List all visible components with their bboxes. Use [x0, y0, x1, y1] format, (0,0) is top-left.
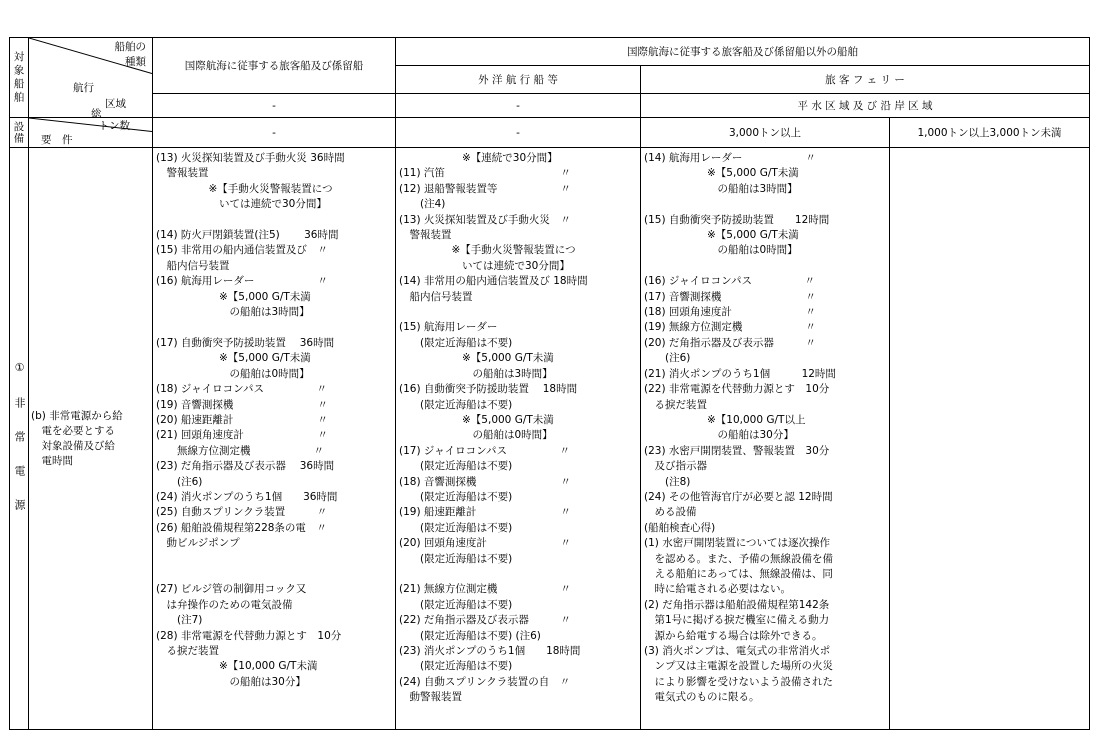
item-line: ※【5,000 G/T未満 [644, 167, 799, 180]
item-line: ※【5,000 G/T未満 [156, 352, 311, 365]
equipment-label: 設備 [12, 121, 25, 144]
item-line: (20) 回頭角速度計 〃 [399, 537, 571, 550]
header-diagonal-cell [29, 38, 153, 118]
item-line: (19) 音響測探機 〃 [156, 398, 328, 411]
item-line: (23) 水密戸開閉装置、警報装置 30分 [644, 444, 830, 457]
item-line: (15) 非常用の船内通信装置及び 〃 [156, 244, 328, 257]
item-line: の船舶は0時間】 [156, 367, 310, 380]
item-line: (限定近海船は不要) [399, 552, 513, 565]
item-line: の船舶は30分】 [156, 675, 306, 688]
col-ocean-body [396, 148, 641, 730]
item-line: (1) 水密戸開閉装置については逐次操作 [644, 537, 831, 550]
tonnage-ferry-small: 1,000トン以上3,000トン未満 [890, 118, 1090, 148]
col-ferry-small-body [890, 148, 1090, 730]
item-line: (18) 回頭角速度計 〃 [644, 306, 816, 319]
col-intl-body [153, 148, 396, 730]
item-line [644, 197, 887, 212]
item-line: 動警報装置 [399, 691, 462, 704]
item-line [156, 213, 393, 228]
corner-label-cell [10, 38, 29, 118]
item-line: (16) 自動衝突予防援助装置 18時間 [399, 383, 578, 396]
corner-label: 対象船舶 [12, 50, 25, 105]
requirement-cell [29, 148, 153, 730]
item-line: (13) 火災探知装置及び手動火災 36時間 [156, 152, 345, 164]
item-line: ※【5,000 G/T未満 [156, 290, 311, 303]
item-line: (17) 音響測探機 〃 [644, 290, 816, 303]
item-line: 及び指示器 [644, 460, 707, 473]
tonnage-intl: - [153, 118, 396, 148]
item-line: 第1号に掲げる捩だ機室に備える動力 [644, 614, 830, 627]
item-line: いては連続で30分間】 [156, 198, 327, 211]
item-line: を認める。また、予備の無線設備を備 [644, 552, 833, 565]
item-line: (19) 無線方位測定機 〃 [644, 321, 816, 334]
item-line: (17) ジャイロコンパス 〃 [399, 444, 570, 457]
tonnage-ocean: - [396, 118, 641, 148]
item-line: る捩だ装置 [644, 398, 707, 411]
tonnage-label-1: 総 [91, 108, 102, 120]
col-ferry-header: 旅 客 フ ェ リ ー [641, 66, 1090, 94]
item-line: (21) 回頭角速度計 〃 [156, 429, 328, 442]
item-line: 船内信号装置 [156, 259, 230, 272]
item-line [156, 320, 393, 335]
item-line: (限定近海船は不要) [399, 460, 513, 473]
item-line: (19) 船速距離計 〃 [399, 506, 571, 519]
item-line: ※【手動火災警報装置につ [156, 182, 333, 195]
col-intl-passenger-header: 国際航海に従事する旅客船及び係留船 [153, 38, 396, 94]
item-line: の船舶は0時間】 [399, 429, 553, 442]
item-line [399, 305, 638, 320]
item-line: (2) だ角指示器は船舶設備規程第142条 [644, 598, 830, 611]
item-line: (限定近海船は不要) [399, 660, 513, 673]
item-line: (注4) [399, 198, 446, 211]
item-line: (15) 航海用レーダー [399, 321, 498, 334]
item-line: (21) 消火ポンプのうち1個 12時間 [644, 367, 836, 380]
item-line: 船内信号装置 [399, 290, 473, 303]
item-line: ※【5,000 G/T未満 [399, 413, 554, 426]
item-line: (23) だ角指示器及び表示器 36時間 [156, 460, 335, 473]
item-line: (24) 自動スプリンクラ装置の自 〃 [399, 675, 571, 688]
item-line: の船舶は3時間】 [399, 367, 553, 380]
item-line: (限定近海船は不要) [399, 398, 513, 411]
item-line: ※【5,000 G/T未満 [644, 229, 799, 242]
col-ferry-body [641, 148, 890, 730]
item-line: (限定近海船は不要) (注6) [399, 629, 541, 642]
item-line: いては連続で30分間】 [399, 259, 570, 272]
item-line [156, 552, 393, 567]
item-line: (14) 航海用レーダー 〃 [644, 152, 816, 164]
item-line: (限定近海船は不要) [399, 521, 513, 534]
item-line: 源から給電する場合は除外できる。 [644, 629, 823, 642]
item-line: の船舶は0時間】 [644, 244, 798, 257]
item-line: ※【10,000 G/T未満 [156, 660, 318, 673]
route-ferry: 平 水 区 域 及 び 沿 岸 区 域 [641, 94, 1090, 118]
item-line: (25) 自動スプリンクラ装置 〃 [156, 506, 328, 519]
item-line: (限定近海船は不要) [399, 490, 513, 503]
item-line: (21) 無線方位測定機 〃 [399, 583, 571, 596]
item-line: 警報装置 [156, 167, 209, 180]
col-ocean-header: 外 洋 航 行 船 等 [396, 66, 641, 94]
item-line: (13) 火災探知装置及び手動火災 〃 [399, 213, 571, 226]
item-line: (17) 自動衝突予防援助装置 36時間 [156, 336, 335, 349]
item-line: (14) 防火戸閉鎖装置(注5) 36時間 [156, 229, 339, 242]
item-line: (18) 音響測探機 〃 [399, 475, 571, 488]
item-line: の船舶は3時間】 [644, 182, 798, 195]
item-line: ※【5,000 G/T未満 [399, 352, 554, 365]
item-line: (限定近海船は不要) [399, 336, 513, 349]
item-line: (24) その他管海官庁が必要と認 12時間 [644, 490, 833, 503]
tonnage-diagonal-cell [29, 108, 153, 148]
regulation-table [9, 37, 1090, 730]
section-label: ① 非 常 電 源 [13, 361, 26, 516]
item-line: (28) 非常電源を代替動力源とす 10分 [156, 629, 342, 642]
tonnage-ferry-large: 3,000トン以上 [641, 118, 890, 148]
item-line: る捩だ装置 [156, 645, 219, 657]
item-line: ※【連続で30分間】 [399, 152, 558, 164]
item-line: (3) 消火ポンプは、電気式の非常消火ポ [644, 645, 831, 657]
item-line: ンプ又は主電源を設置した場所の火災 [644, 660, 833, 673]
item-line: (24) 消火ポンプのうち1個 36時間 [156, 490, 338, 503]
item-line: ※【10,000 G/T以上 [644, 413, 806, 426]
item-line: (27) ビルジ管の制御用コック又 [156, 583, 307, 596]
item-line: える船舶にあっては、無線設備は、同 [644, 567, 833, 580]
route-label-1: 航行 [73, 82, 94, 94]
item-line: (注6) [644, 352, 691, 365]
item-line: 電気式のものに限る。 [644, 691, 760, 704]
section-label-cell [10, 148, 29, 730]
route-ocean: - [396, 94, 641, 118]
ship-type-label-2: 種類 [125, 56, 146, 68]
route-label-2: 区域 [105, 98, 126, 110]
item-line: (20) 船速距離計 〃 [156, 413, 328, 426]
item-line: (14) 非常用の船内通信装置及び 18時間 [399, 275, 588, 288]
item-line: (23) 消火ポンプのうち1個 18時間 [399, 645, 581, 657]
item-line: (限定近海船は不要) [399, 598, 513, 611]
item-line: ※【手動火災警報装置につ [399, 244, 576, 257]
item-line: により影響を受けないよう設備された [644, 675, 833, 688]
item-line [644, 259, 887, 274]
requirement-text: (b) 非常電源から給 電を必要とする 対象設備及び給 電時間 [31, 409, 123, 467]
item-line [156, 567, 393, 582]
item-line: 警報装置 [399, 229, 452, 242]
item-line: (22) だ角指示器及び表示器 〃 [399, 614, 571, 627]
item-line: 動ビルジポンプ [156, 537, 240, 550]
item-line: (22) 非常電源を代替動力源とす 10分 [644, 383, 830, 396]
item-line: の船舶は3時間】 [156, 306, 310, 319]
tonnage-label-2: トン数 [98, 120, 130, 132]
item-line: (16) 航海用レーダー 〃 [156, 275, 328, 288]
route-intl: - [153, 94, 396, 118]
equipment-label-cell [10, 118, 29, 148]
item-line: (11) 汽笛 〃 [399, 167, 571, 180]
ship-type-label-1: 船舶の [114, 41, 146, 53]
item-line: (16) ジャイロコンパス 〃 [644, 275, 815, 288]
item-line: める設備 [644, 506, 697, 519]
item-line [399, 567, 638, 582]
item-line: 無線方位測定機 〃 [156, 444, 324, 457]
item-line: (船舶検査心得) [644, 521, 716, 534]
requirement-label: 要 件 [41, 134, 73, 146]
item-line: (注8) [644, 475, 691, 488]
item-line: (15) 自動衝突予防援助装置 12時間 [644, 213, 830, 226]
item-line: 時に給電される必要はない。 [644, 583, 791, 596]
item-line: (注7) [156, 614, 203, 627]
item-line: (26) 船舶設備規程第228条の電 〃 [156, 521, 327, 534]
item-line: は弁操作のための電気設備 [156, 598, 293, 611]
item-line: の船舶は30分】 [644, 429, 794, 442]
item-line: (注6) [156, 475, 203, 488]
item-line: (18) ジャイロコンパス 〃 [156, 383, 327, 396]
item-line: (12) 退船警報装置等 〃 [399, 182, 571, 195]
item-line: (20) だ角指示器及び表示器 〃 [644, 336, 816, 349]
col-other-group-header: 国際航海に従事する旅客船及び係留船以外の船舶 [396, 38, 1090, 66]
